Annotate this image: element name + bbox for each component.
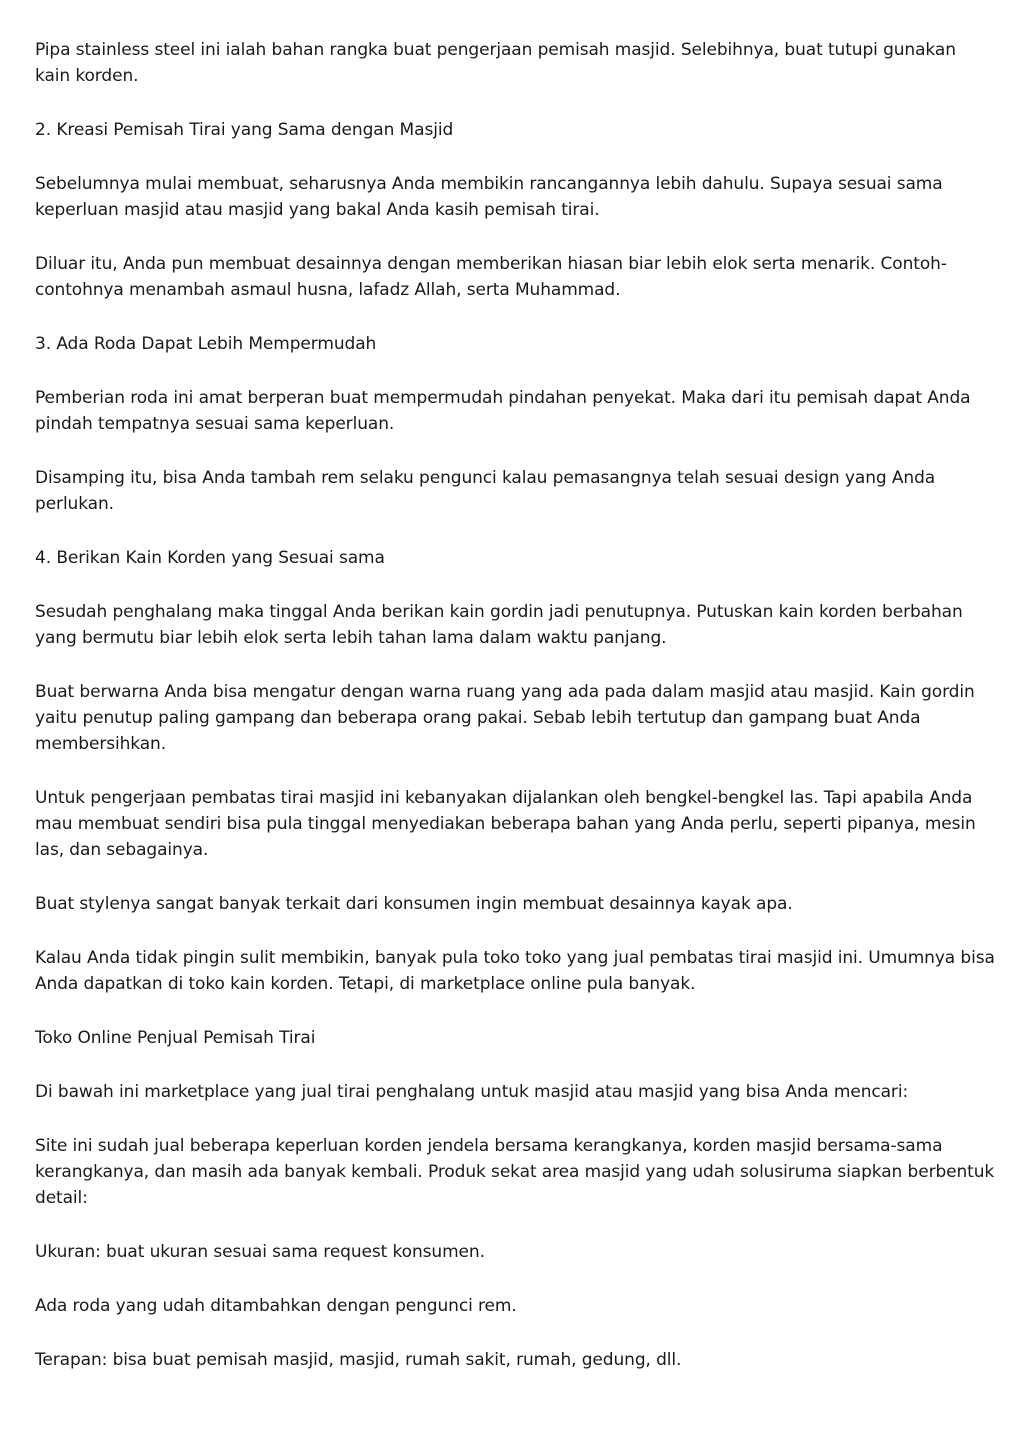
section-heading: Toko Online Penjual Pemisah Tirai [35, 1028, 316, 1048]
paragraph: Sesudah penghalang maka tinggal Anda berikan kain gordin jadi penutupnya. Putuskan kain korden berbahan yang bermutu biar lebih elok serta lebih tahan lama dalam waktu panjang. [35, 602, 963, 648]
paragraph: Buat berwarna Anda bisa mengatur dengan warna ruang yang ada pada dalam masjid atau masjid. Kain gordin yaitu penutup paling gampang dan beberapa orang pakai. Sebab lebih tertutup dan gampang buat Anda membersihkan. [35, 682, 975, 754]
paragraph: Sebelumnya mulai membuat, seharusnya Anda membikin rancangannya lebih dahulu. Supaya sesuai sama keperluan masjid atau masjid yang bakal Anda kasih pemisah tirai. [35, 174, 943, 220]
section-heading: 4. Berikan Kain Korden yang Sesuai sama [35, 548, 385, 568]
document-page [35, 37, 995, 1401]
paragraph: Kalau Anda tidak pingin sulit membikin, banyak pula toko toko yang jual pembatas tirai masjid ini. Umumnya bisa Anda dapatkan di toko kain korden. Tetapi, di marketplace online pula banyak. [35, 948, 995, 994]
section-heading: 2. Kreasi Pemisah Tirai yang Sama dengan Masjid [35, 120, 454, 140]
list-item: Ada roda yang udah ditambahkan dengan pengunci rem. [35, 1296, 517, 1316]
paragraph: Disamping itu, bisa Anda tambah rem selaku pengunci kalau pemasangnya telah sesuai design yang Anda perlukan. [35, 468, 936, 514]
paragraph: Pemberian roda ini amat berperan buat mempermudah pindahan penyekat. Maka dari itu pemisah dapat Anda pindah tempatnya sesuai sama keperluan. [35, 388, 971, 434]
list-item: Ukuran: buat ukuran sesuai sama request konsumen. [35, 1242, 485, 1262]
paragraph: Di bawah ini marketplace yang jual tirai penghalang untuk masjid atau masjid yang bisa Anda mencari: [35, 1082, 909, 1102]
paragraph: Untuk pengerjaan pembatas tirai masjid ini kebanyakan dijalankan oleh bengkel-bengkel las. Tapi apabila Anda mau membuat sendiri bisa pula tinggal menyediakan beberapa bahan yang Anda perlu, seperti pipanya, mesin las, dan sebagainya. [35, 788, 976, 860]
list-item: Terapan: bisa buat pemisah masjid, masjid, rumah sakit, rumah, gedung, dll. [35, 1350, 682, 1370]
paragraph: Buat stylenya sangat banyak terkait dari konsumen ingin membuat desainnya kayak apa. [35, 894, 793, 914]
paragraph: Pipa stainless steel ini ialah bahan rangka buat pengerjaan pemisah masjid. Selebihnya, buat tutupi gunakan kain korden. [35, 40, 956, 86]
paragraph: Site ini sudah jual beberapa keperluan korden jendela bersama kerangkanya, korden masjid bersama-sama kerangkanya, dan masih ada banyak kembali. Produk sekat area masjid yang udah solusiruma siapkan berbentuk detail: [35, 1136, 995, 1208]
section-heading: 3. Ada Roda Dapat Lebih Mempermudah [35, 334, 377, 354]
paragraph: Diluar itu, Anda pun membuat desainnya dengan memberikan hiasan biar lebih elok serta menarik. Contoh-contohnya menambah asmaul husna, lafadz Allah, serta Muhammad. [35, 254, 947, 300]
